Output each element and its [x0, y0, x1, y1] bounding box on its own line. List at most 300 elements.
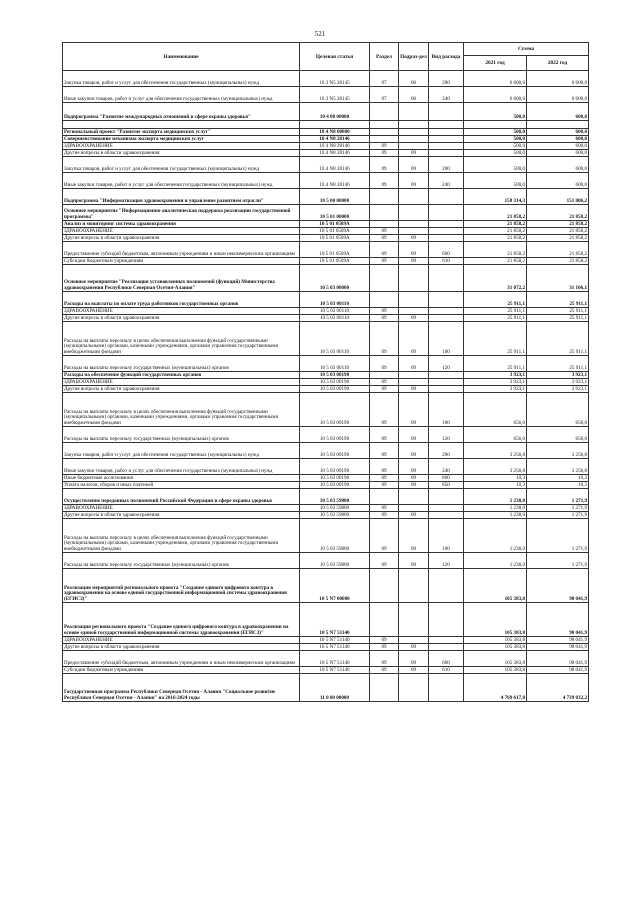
cell-sum-2022: 21 858,2	[527, 221, 589, 228]
cell-subsection	[399, 189, 429, 205]
cell-sum-2022: 1 271,9	[527, 553, 589, 569]
cell-expense-type	[429, 205, 464, 221]
table-row	[63, 637, 589, 644]
cell-sum-2022: 600,0	[527, 173, 589, 189]
cell-expense-type	[429, 150, 464, 157]
cell-subsection	[399, 121, 429, 129]
cell-name: ЗДРАВООХРАНЕНИЕ	[63, 228, 300, 235]
cell-target-code: 10 5 01 00000	[300, 205, 370, 221]
cell-section: 09	[370, 443, 399, 459]
table-row	[63, 475, 589, 482]
cell-sum-2021: 25 911,1	[464, 322, 527, 356]
cell-name: ЗДРАВООХРАНЕНИЕ	[63, 637, 300, 644]
cell-subsection	[399, 205, 429, 221]
cell-expense-type	[429, 372, 464, 379]
header-year-2021: 2021 год	[464, 56, 527, 71]
cell-name: Расходы на выплаты персоналу государственных (муниципальных) органов	[63, 553, 300, 569]
cell-expense-type: 200	[429, 157, 464, 173]
cell-name: Субсидии бюджетным учреждениям	[63, 667, 300, 674]
cell-name: Основное мероприятие "Информационно-аналитическая поддержка реализации государственной программы"	[63, 205, 300, 221]
cell-name: Региональный проект "Развитие экспорта медицинских услуг"	[63, 129, 300, 136]
cell-sum-2022: 25 911,1	[527, 308, 589, 315]
table-row	[63, 667, 589, 674]
cell-sum-2021: 10,3	[464, 475, 527, 482]
cell-section: 09	[370, 512, 399, 519]
cell-sum-2022	[527, 121, 589, 129]
cell-sum-2022: 600,0	[527, 157, 589, 173]
cell-name: Расходы на выплаты персоналу государственных (муниципальных) органов	[63, 427, 300, 443]
table-row	[63, 308, 589, 315]
cell-sum-2021: 25 911,1	[464, 308, 527, 315]
cell-subsection: 09	[399, 386, 429, 393]
cell-target-code: 10 5 N7 51140	[300, 637, 370, 644]
cell-sum-2021: 3 923,1	[464, 379, 527, 386]
cell-expense-type: 200	[429, 71, 464, 87]
cell-name: Уплата налогов, сборов и иных платежей	[63, 482, 300, 489]
cell-target-code: 10 5 03 00190	[300, 379, 370, 386]
cell-sum-2022: 98 041,9	[527, 644, 589, 651]
cell-sum-2022: 3 923,1	[527, 372, 589, 379]
cell-target-code: 10 5 03 00000	[300, 265, 370, 292]
cell-sum-2021: 21 858,2	[464, 258, 527, 265]
cell-expense-type	[429, 505, 464, 512]
cell-expense-type	[429, 674, 464, 702]
table-row	[63, 372, 589, 379]
cell-name: Расходы на выплаты персоналу в целях обеспечения выполнения функций государственными (муниципальными) органами, казенными учреждениями, органами управления государственными внебюджетными фондами	[63, 322, 300, 356]
cell-target-code: 10 5 03 59800	[300, 553, 370, 569]
table-row	[63, 129, 589, 136]
table-row	[63, 228, 589, 235]
cell-name: Предоставление субсидий бюджетным, автономным учреждениям и иным некоммерческим организациям	[63, 651, 300, 667]
table-row	[63, 482, 589, 489]
cell-subsection	[399, 372, 429, 379]
cell-subsection: 09	[399, 459, 429, 475]
cell-expense-type	[429, 603, 464, 637]
cell-subsection: 09	[399, 235, 429, 242]
cell-sum-2021: 1 238,0	[464, 519, 527, 553]
cell-target-code: 10 5 03 00190	[300, 482, 370, 489]
table-row	[63, 242, 589, 258]
cell-target-code: 10 5 03 59800	[300, 512, 370, 519]
cell-section: 09	[370, 143, 399, 150]
cell-sum-2022: 98 041,9	[527, 651, 589, 667]
cell-expense-type: 610	[429, 258, 464, 265]
cell-subsection	[399, 143, 429, 150]
cell-sum-2022: 3 256,8	[527, 443, 589, 459]
cell-expense-type	[429, 644, 464, 651]
cell-name: Реализация регионального проекта "Создание единого цифрового контура в здравоохранении на основе единой государственной информационной системы здравоохранения (ЕГИСЗ)"	[63, 603, 300, 637]
cell-sum-2021: 105 383,8	[464, 603, 527, 637]
cell-name: Совершенствование механизма экспорта медицинских услуг	[63, 136, 300, 143]
cell-name: Другие вопросы в области здравоохранения	[63, 644, 300, 651]
cell-subsection: 09	[399, 157, 429, 173]
table-row	[63, 322, 589, 356]
cell-expense-type	[429, 121, 464, 129]
cell-expense-type: 800	[429, 475, 464, 482]
cell-target-code: 10 5 01 0509А	[300, 221, 370, 228]
cell-expense-type	[429, 103, 464, 121]
cell-expense-type	[429, 235, 464, 242]
cell-name	[63, 121, 300, 129]
page-number: 521	[314, 30, 326, 38]
table-row	[63, 87, 589, 103]
cell-section	[370, 603, 399, 637]
cell-subsection: 09	[399, 315, 429, 322]
cell-name: Другие вопросы в области здравоохранения	[63, 512, 300, 519]
cell-section: 09	[370, 637, 399, 644]
cell-section: 09	[370, 475, 399, 482]
table-row	[63, 459, 589, 475]
cell-subsection: 09	[399, 443, 429, 459]
cell-expense-type: 120	[429, 356, 464, 372]
table-row	[63, 427, 589, 443]
cell-name: Другие вопросы в области здравоохранения	[63, 235, 300, 242]
table-row	[63, 258, 589, 265]
cell-section: 09	[370, 315, 399, 322]
table-row	[63, 651, 589, 667]
cell-name: Подпрограмма "Информатизация здравоохранения и управление развитием отрасли"	[63, 189, 300, 205]
cell-name: Государственная программа Республики Северная Осетия - Алания "Социальное развитие Республики Северная Осетия - Алания" на 2016-2024 годы	[63, 674, 300, 702]
cell-sum-2021: 1 238,0	[464, 512, 527, 519]
cell-subsection: 09	[399, 553, 429, 569]
cell-sum-2021: 3 256,8	[464, 459, 527, 475]
cell-section	[370, 129, 399, 136]
cell-sum-2021: 500,0	[464, 150, 527, 157]
cell-target-code: 10 4 N8 28146	[300, 136, 370, 143]
cell-name: Подпрограмма "Развитие международных отношений в сфере охраны здоровья"	[63, 103, 300, 121]
cell-target-code: 10 5 03 00110	[300, 308, 370, 315]
header-sum: Сумма	[464, 43, 589, 56]
cell-name: Иные закупки товаров, работ и услуг для обеспечения государственных (муниципальных) нужд	[63, 173, 300, 189]
cell-target-code: 10 5 03 00110	[300, 356, 370, 372]
cell-target-code: 11 0 00 00000	[300, 674, 370, 702]
table-row	[63, 143, 589, 150]
cell-expense-type	[429, 489, 464, 505]
cell-target-code: 10 5 01 0509А	[300, 242, 370, 258]
cell-section: 09	[370, 242, 399, 258]
cell-subsection: 09	[399, 475, 429, 482]
cell-expense-type	[429, 228, 464, 235]
cell-sum-2021: 1 238,0	[464, 489, 527, 505]
table-row	[63, 235, 589, 242]
cell-expense-type	[429, 221, 464, 228]
table-row	[63, 603, 589, 637]
cell-subsection	[399, 379, 429, 386]
cell-subsection	[399, 265, 429, 292]
cell-subsection: 09	[399, 242, 429, 258]
cell-target-code: 10 5 03 00190	[300, 386, 370, 393]
cell-name: Иные бюджетные ассигнования	[63, 475, 300, 482]
cell-sum-2021: 21 858,2	[464, 205, 527, 221]
cell-section: 09	[370, 505, 399, 512]
cell-sum-2022: 1 271,9	[527, 512, 589, 519]
cell-target-code: 10 3 N5 28145	[300, 71, 370, 87]
cell-sum-2022: 10,3	[527, 475, 589, 482]
cell-subsection	[399, 674, 429, 702]
cell-sum-2022: 656,0	[527, 427, 589, 443]
cell-sum-2022: 10,3	[527, 482, 589, 489]
cell-sum-2021: 3 923,1	[464, 372, 527, 379]
cell-expense-type: 100	[429, 519, 464, 553]
cell-sum-2022: 656,0	[527, 393, 589, 427]
cell-section	[370, 103, 399, 121]
cell-name: Осуществление переданных полномочий Российской Федерации в сфере охраны здоровья	[63, 489, 300, 505]
cell-expense-type	[429, 637, 464, 644]
cell-sum-2021: 4 769 617,8	[464, 674, 527, 702]
cell-name: Анализ и мониторинг системы здравоохранения	[63, 221, 300, 228]
cell-target-code	[300, 121, 370, 129]
cell-section: 09	[370, 667, 399, 674]
cell-target-code: 10 4 N8 28146	[300, 157, 370, 173]
cell-subsection: 06	[399, 87, 429, 103]
cell-subsection: 09	[399, 519, 429, 553]
cell-sum-2021: 500,0	[464, 157, 527, 173]
cell-sum-2021: 105 383,8	[464, 569, 527, 603]
cell-sum-2021: 10,3	[464, 482, 527, 489]
cell-name: ЗДРАВООХРАНЕНИЕ	[63, 308, 300, 315]
cell-sum-2022: 600,0	[527, 143, 589, 150]
table-row	[63, 489, 589, 505]
cell-expense-type: 610	[429, 667, 464, 674]
cell-section: 09	[370, 379, 399, 386]
cell-expense-type	[429, 379, 464, 386]
cell-target-code: 10 5 N7 51140	[300, 667, 370, 674]
cell-target-code: 10 5 03 00190	[300, 475, 370, 482]
cell-expense-type: 240	[429, 459, 464, 475]
cell-target-code: 10 4 N8 28146	[300, 143, 370, 150]
cell-sum-2021: 105 383,8	[464, 667, 527, 674]
cell-name: Расходы на выплаты персоналу государственных (муниципальных) органов	[63, 356, 300, 372]
cell-sum-2022: 151 006,2	[527, 189, 589, 205]
cell-sum-2022: 1 271,9	[527, 519, 589, 553]
table-row	[63, 157, 589, 173]
cell-section	[370, 292, 399, 308]
cell-section: 09	[370, 644, 399, 651]
cell-name: ЗДРАВООХРАНЕНИЕ	[63, 379, 300, 386]
cell-sum-2021: 500,0	[464, 129, 527, 136]
cell-subsection: 09	[399, 427, 429, 443]
cell-expense-type: 600	[429, 651, 464, 667]
cell-section	[370, 221, 399, 228]
cell-subsection: 09	[399, 173, 429, 189]
header-expense-type: Вид расхода	[429, 43, 464, 71]
cell-section	[370, 674, 399, 702]
cell-sum-2022: 3 923,1	[527, 379, 589, 386]
cell-section: 09	[370, 308, 399, 315]
table-row	[63, 356, 589, 372]
cell-expense-type: 120	[429, 553, 464, 569]
cell-sum-2022: 98 041,9	[527, 667, 589, 674]
cell-sum-2022: 4 739 032,2	[527, 674, 589, 702]
cell-target-code: 10 5 N7 51140	[300, 603, 370, 637]
cell-section: 07	[370, 71, 399, 87]
cell-expense-type	[429, 315, 464, 322]
cell-section	[370, 372, 399, 379]
cell-target-code: 10 5 00 00000	[300, 189, 370, 205]
cell-target-code: 10 5 03 59800	[300, 519, 370, 553]
cell-expense-type: 240	[429, 87, 464, 103]
cell-section: 09	[370, 393, 399, 427]
cell-section: 09	[370, 427, 399, 443]
cell-name: Закупка товаров, работ и услуг для обеспечения государственных (муниципальных) нужд	[63, 443, 300, 459]
cell-subsection	[399, 489, 429, 505]
cell-section: 09	[370, 519, 399, 553]
cell-expense-type	[429, 129, 464, 136]
cell-section: 09	[370, 386, 399, 393]
cell-expense-type	[429, 386, 464, 393]
cell-section: 09	[370, 356, 399, 372]
cell-target-code: 10 5 03 00110	[300, 292, 370, 308]
header-name: Наименование	[63, 43, 300, 71]
table-row	[63, 150, 589, 157]
cell-subsection	[399, 103, 429, 121]
cell-target-code: 10 5 01 0509А	[300, 228, 370, 235]
cell-sum-2021: 31 072,2	[464, 265, 527, 292]
cell-subsection	[399, 221, 429, 228]
cell-target-code: 10 5 03 00190	[300, 393, 370, 427]
cell-sum-2021: 3 256,8	[464, 443, 527, 459]
cell-sum-2021: 21 858,2	[464, 242, 527, 258]
cell-subsection	[399, 129, 429, 136]
table-row	[63, 443, 589, 459]
cell-sum-2021: 6 600,0	[464, 87, 527, 103]
cell-expense-type: 850	[429, 482, 464, 489]
cell-sum-2022: 3 256,8	[527, 459, 589, 475]
cell-target-code: 10 5 N7 51140	[300, 644, 370, 651]
cell-sum-2022: 6 600,0	[527, 71, 589, 87]
cell-target-code: 10 3 N5 28145	[300, 87, 370, 103]
cell-subsection	[399, 505, 429, 512]
cell-sum-2022: 21 858,2	[527, 228, 589, 235]
cell-section	[370, 136, 399, 143]
table-row	[63, 189, 589, 205]
cell-section	[370, 569, 399, 603]
cell-sum-2021: 21 858,2	[464, 235, 527, 242]
cell-target-code: 10 5 01 0509А	[300, 258, 370, 265]
table-row	[63, 644, 589, 651]
cell-target-code: 10 4 N8 00000	[300, 129, 370, 136]
cell-target-code: 10 4 N8 28146	[300, 150, 370, 157]
cell-sum-2021: 21 858,2	[464, 228, 527, 235]
cell-target-code: 10 4 00 00000	[300, 103, 370, 121]
table-row	[63, 379, 589, 386]
cell-section: 09	[370, 553, 399, 569]
cell-sum-2022: 25 911,1	[527, 292, 589, 308]
cell-expense-type: 100	[429, 322, 464, 356]
table-row	[63, 519, 589, 553]
table-row	[63, 103, 589, 121]
table-row	[63, 121, 589, 129]
cell-name: ЗДРАВООХРАНЕНИЕ	[63, 143, 300, 150]
cell-sum-2021: 6 600,0	[464, 71, 527, 87]
cell-sum-2022: 21 858,2	[527, 242, 589, 258]
cell-subsection: 09	[399, 482, 429, 489]
cell-sum-2021: 25 911,1	[464, 292, 527, 308]
cell-name: Субсидии бюджетным учреждениям	[63, 258, 300, 265]
cell-expense-type: 600	[429, 242, 464, 258]
cell-name: Расходы на выплаты персоналу в целях обеспечения выполнения функций государственными (муниципальными) органами, казенными учреждениями, органами управления государственными внебюджетными фондами	[63, 519, 300, 553]
cell-sum-2022: 25 911,1	[527, 315, 589, 322]
cell-subsection	[399, 569, 429, 603]
cell-sum-2021: 1 238,0	[464, 505, 527, 512]
cell-name: Закупка товаров, работ и услуг для обеспечения государственных (муниципальных) нужд	[63, 157, 300, 173]
cell-target-code: 10 5 03 00190	[300, 427, 370, 443]
cell-subsection	[399, 308, 429, 315]
cell-subsection: 09	[399, 150, 429, 157]
cell-sum-2022: 25 911,1	[527, 322, 589, 356]
cell-sum-2022: 600,0	[527, 103, 589, 121]
cell-name: Закупка товаров, работ и услуг для обеспечения государственных (муниципальных) нужд	[63, 71, 300, 87]
cell-section: 09	[370, 235, 399, 242]
header-section: Раздел	[370, 43, 399, 71]
table-row	[63, 386, 589, 393]
cell-sum-2021: 500,0	[464, 103, 527, 121]
cell-subsection: 09	[399, 322, 429, 356]
cell-name: Другие вопросы в области здравоохранения	[63, 315, 300, 322]
cell-subsection	[399, 637, 429, 644]
cell-sum-2022: 21 858,2	[527, 258, 589, 265]
cell-sum-2022: 21 858,2	[527, 235, 589, 242]
cell-subsection: 09	[399, 667, 429, 674]
cell-name: Иные закупки товаров, работ и услуг для обеспечения государственных (муниципальных) нужд	[63, 87, 300, 103]
cell-sum-2021: 25 911,1	[464, 356, 527, 372]
cell-name: Реализация мероприятий регионального проекта "Создание единого цифрового контура в здравоохранении на основе единой государственной информационной системы здравоохранения (ЕГИСЗ)"	[63, 569, 300, 603]
table-row	[63, 315, 589, 322]
table-row	[63, 512, 589, 519]
cell-sum-2022: 98 041,9	[527, 637, 589, 644]
cell-subsection: 06	[399, 71, 429, 87]
table-body	[63, 71, 589, 702]
cell-sum-2021: 656,0	[464, 393, 527, 427]
cell-subsection: 09	[399, 651, 429, 667]
cell-subsection: 09	[399, 258, 429, 265]
cell-sum-2021: 105 383,8	[464, 651, 527, 667]
cell-target-code: 10 5 03 00110	[300, 315, 370, 322]
cell-subsection: 09	[399, 393, 429, 427]
cell-name: Расходы на выплаты по оплате труда работников государственных органов	[63, 292, 300, 308]
cell-section: 09	[370, 651, 399, 667]
header-subsection: Подраз-дел	[399, 43, 429, 71]
cell-section: 09	[370, 459, 399, 475]
table-row	[63, 505, 589, 512]
cell-expense-type	[429, 292, 464, 308]
cell-sum-2021: 656,0	[464, 427, 527, 443]
cell-sum-2021: 21 858,2	[464, 221, 527, 228]
table-row	[63, 569, 589, 603]
cell-sum-2021: 25 911,1	[464, 315, 527, 322]
cell-name: ЗДРАВООХРАНЕНИЕ	[63, 505, 300, 512]
table-row	[63, 173, 589, 189]
cell-subsection: 09	[399, 356, 429, 372]
cell-expense-type	[429, 569, 464, 603]
cell-name: Предоставление субсидий бюджетным, автономным учреждениям и иным некоммерческим организациям	[63, 242, 300, 258]
cell-name: Основное мероприятие "Реализация установленных полномочий (функций) Министерства здравоохранения Республики Северная Осетия-Алания"	[63, 265, 300, 292]
cell-target-code: 10 5 01 0509А	[300, 235, 370, 242]
cell-section	[370, 265, 399, 292]
cell-subsection: 09	[399, 512, 429, 519]
cell-target-code: 10 5 03 00190	[300, 459, 370, 475]
cell-sum-2021: 105 383,8	[464, 637, 527, 644]
cell-sum-2022: 600,0	[527, 150, 589, 157]
cell-section	[370, 189, 399, 205]
cell-expense-type	[429, 308, 464, 315]
cell-sum-2022: 98 041,9	[527, 603, 589, 637]
table-row	[63, 205, 589, 221]
cell-sum-2022: 31 106,1	[527, 265, 589, 292]
table-row	[63, 221, 589, 228]
cell-expense-type: 200	[429, 443, 464, 459]
cell-name: Другие вопросы в области здравоохранения	[63, 386, 300, 393]
